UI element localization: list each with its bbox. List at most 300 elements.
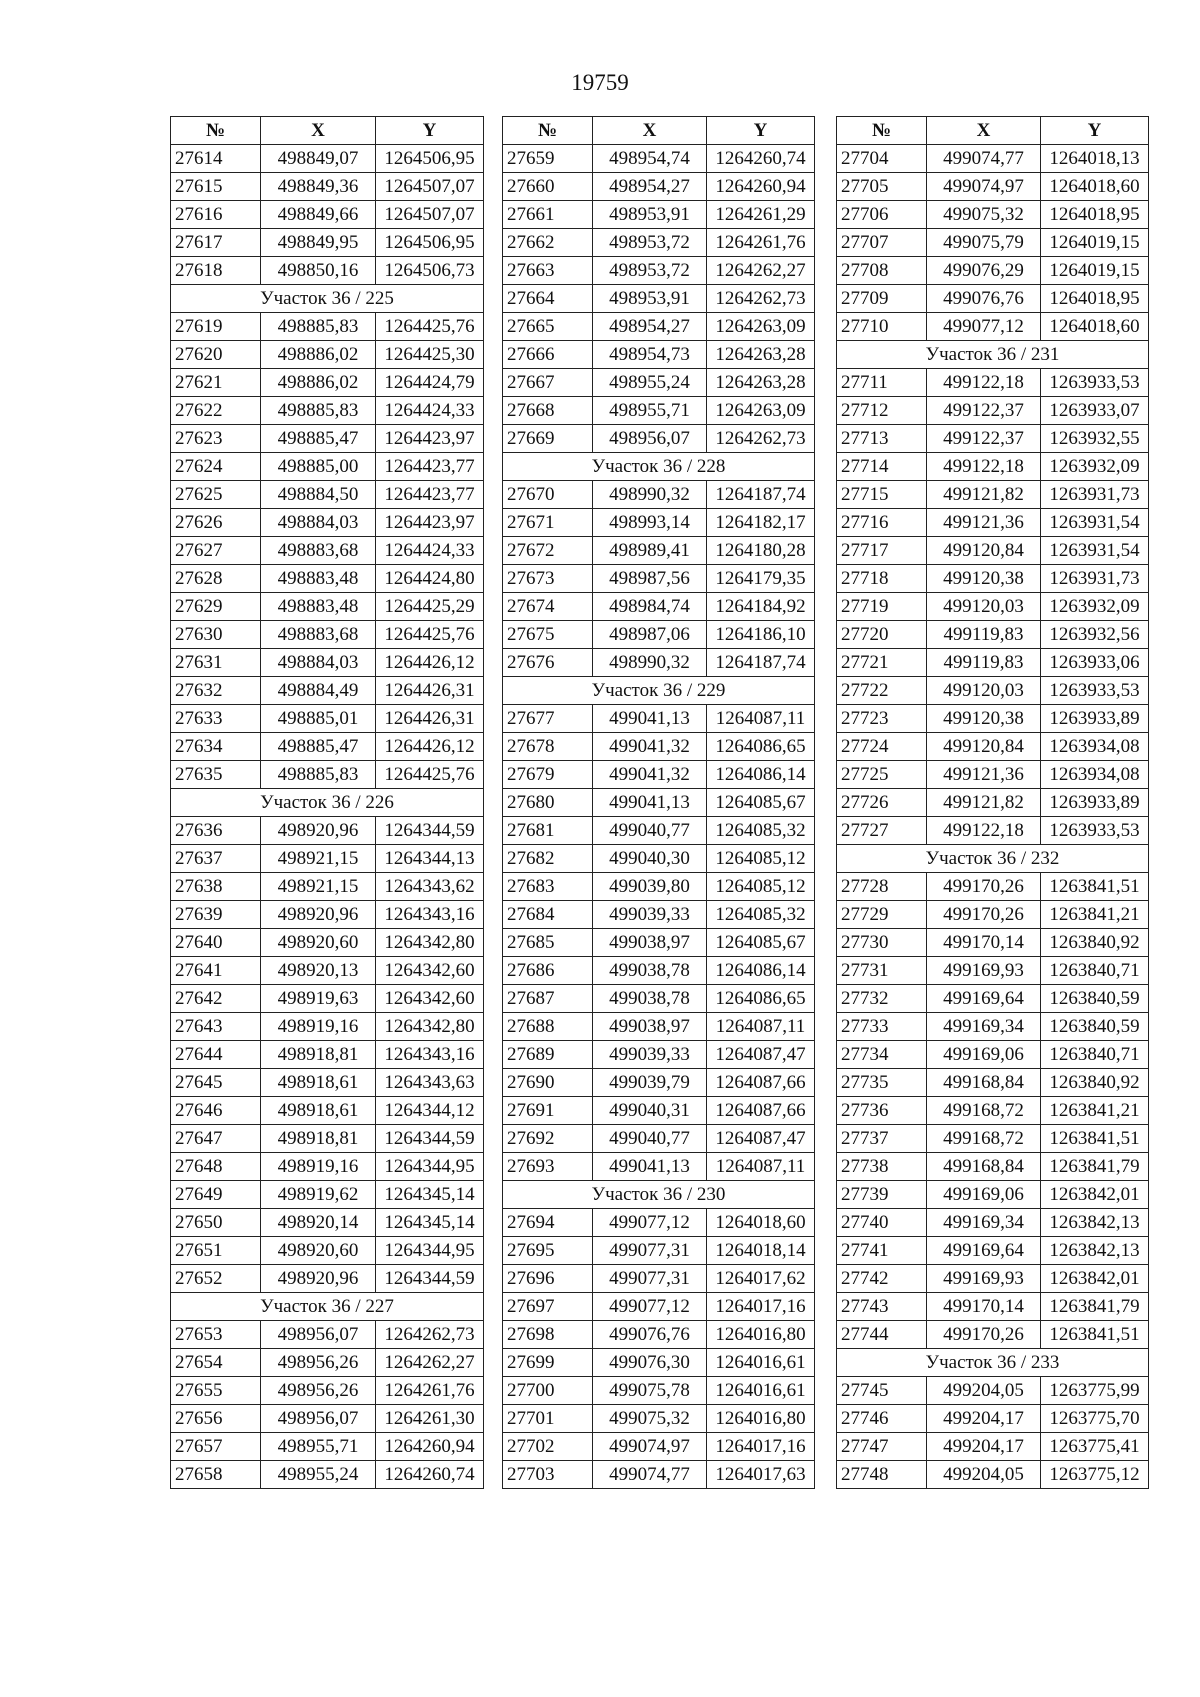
header-x: X [927,117,1041,145]
x-coordinate: 498884,49 [261,677,376,705]
x-coordinate: 499169,06 [927,1041,1041,1069]
table-row [171,1041,484,1069]
point-number: 27624 [171,453,261,481]
x-coordinate: 499077,31 [593,1265,707,1293]
y-coordinate: 1263932,09 [1041,593,1149,621]
y-coordinate: 1264343,16 [376,901,484,929]
table-row [837,901,1149,929]
table-row [503,341,815,369]
table-row [171,1069,484,1097]
y-coordinate: 1263842,13 [1041,1237,1149,1265]
y-coordinate: 1263933,89 [1041,789,1149,817]
y-coordinate: 1263931,54 [1041,537,1149,565]
point-number: 27715 [837,481,927,509]
x-coordinate: 498953,91 [593,285,707,313]
table-row [837,173,1149,201]
table-row [503,1377,815,1405]
y-coordinate: 1264344,59 [376,1125,484,1153]
y-coordinate: 1264424,33 [376,537,484,565]
x-coordinate: 498956,26 [261,1349,376,1377]
point-number: 27649 [171,1181,261,1209]
header-num: № [837,117,927,145]
point-number: 27730 [837,929,927,957]
y-coordinate: 1264086,65 [707,733,815,761]
point-number: 27700 [503,1377,593,1405]
x-coordinate: 499169,93 [927,1265,1041,1293]
table-row [171,257,484,285]
y-coordinate: 1264506,95 [376,145,484,173]
y-coordinate: 1264016,61 [707,1377,815,1405]
header-y: Y [1041,117,1149,145]
x-coordinate: 498919,62 [261,1181,376,1209]
x-coordinate: 498884,03 [261,509,376,537]
y-coordinate: 1264261,29 [707,201,815,229]
y-coordinate: 1264017,16 [707,1433,815,1461]
point-number: 27734 [837,1041,927,1069]
y-coordinate: 1263840,92 [1041,929,1149,957]
table-row [837,425,1149,453]
point-number: 27665 [503,313,593,341]
table-row [171,593,484,621]
y-coordinate: 1264087,47 [707,1041,815,1069]
y-coordinate: 1264260,74 [376,1461,484,1489]
y-coordinate: 1264344,95 [376,1237,484,1265]
table-row [503,929,815,957]
x-coordinate: 498883,68 [261,621,376,649]
table-row [503,1461,815,1489]
point-number: 27723 [837,705,927,733]
x-coordinate: 498953,72 [593,257,707,285]
table-row [503,313,815,341]
x-coordinate: 498954,27 [593,173,707,201]
point-number: 27721 [837,649,927,677]
table-row [837,789,1149,817]
y-coordinate: 1264345,14 [376,1181,484,1209]
x-coordinate: 498849,36 [261,173,376,201]
x-coordinate: 498885,47 [261,733,376,761]
point-number: 27669 [503,425,593,453]
y-coordinate: 1264261,30 [376,1405,484,1433]
table-row [837,1125,1149,1153]
point-number: 27621 [171,369,261,397]
x-coordinate: 499119,83 [927,649,1041,677]
x-coordinate: 499120,84 [927,537,1041,565]
x-coordinate: 499074,77 [593,1461,707,1489]
table-row [837,1041,1149,1069]
table-row [837,145,1149,173]
section-title: Участок 36 / 232 [837,845,1149,873]
x-coordinate: 499204,17 [927,1405,1041,1433]
y-coordinate: 1263841,79 [1041,1293,1149,1321]
table-row [503,733,815,761]
point-number: 27711 [837,369,927,397]
table-row [837,509,1149,537]
y-coordinate: 1264425,76 [376,761,484,789]
table-row [503,1041,815,1069]
table-row [171,873,484,901]
y-coordinate: 1264342,60 [376,957,484,985]
table-row [837,957,1149,985]
y-coordinate: 1264263,09 [707,397,815,425]
point-number: 27736 [837,1097,927,1125]
x-coordinate: 498920,60 [261,929,376,957]
table-row [171,565,484,593]
table-row [171,1405,484,1433]
x-coordinate: 499041,13 [593,1153,707,1181]
x-coordinate: 499039,80 [593,873,707,901]
y-coordinate: 1263932,09 [1041,453,1149,481]
point-number: 27726 [837,789,927,817]
header-y: Y [376,117,484,145]
x-coordinate: 499077,12 [593,1209,707,1237]
x-coordinate: 499122,18 [927,817,1041,845]
point-number: 27719 [837,593,927,621]
table-row [837,649,1149,677]
table-row [171,1125,484,1153]
y-coordinate: 1264086,14 [707,761,815,789]
x-coordinate: 498954,27 [593,313,707,341]
point-number: 27617 [171,229,261,257]
x-coordinate: 498921,15 [261,873,376,901]
y-coordinate: 1264016,80 [707,1405,815,1433]
x-coordinate: 499076,76 [593,1321,707,1349]
table-row [171,397,484,425]
table-row [171,1433,484,1461]
table-row [503,1237,815,1265]
point-number: 27663 [503,257,593,285]
y-coordinate: 1264018,14 [707,1237,815,1265]
y-coordinate: 1263934,08 [1041,761,1149,789]
table-row [837,313,1149,341]
y-coordinate: 1264085,67 [707,789,815,817]
point-number: 27677 [503,705,593,733]
section-row [503,677,815,705]
y-coordinate: 1264425,29 [376,593,484,621]
x-coordinate: 498849,66 [261,201,376,229]
y-coordinate: 1264344,12 [376,1097,484,1125]
point-number: 27660 [503,173,593,201]
x-coordinate: 499170,26 [927,901,1041,929]
point-number: 27643 [171,1013,261,1041]
table-row [171,957,484,985]
point-number: 27655 [171,1377,261,1405]
point-number: 27692 [503,1125,593,1153]
y-coordinate: 1264179,35 [707,565,815,593]
y-coordinate: 1264345,14 [376,1209,484,1237]
table-row [171,1265,484,1293]
table-row [503,1153,815,1181]
point-number: 27619 [171,313,261,341]
x-coordinate: 498885,00 [261,453,376,481]
header-x: X [593,117,707,145]
x-coordinate: 499120,84 [927,733,1041,761]
x-coordinate: 498919,63 [261,985,376,1013]
x-coordinate: 498920,13 [261,957,376,985]
point-number: 27681 [503,817,593,845]
table-row [171,901,484,929]
x-coordinate: 498956,07 [261,1321,376,1349]
table-row [171,1321,484,1349]
point-number: 27745 [837,1377,927,1405]
table-row [503,1097,815,1125]
table-row [171,677,484,705]
point-number: 27739 [837,1181,927,1209]
section-row [171,789,484,817]
point-number: 27720 [837,621,927,649]
table-row [503,957,815,985]
x-coordinate: 499074,97 [593,1433,707,1461]
section-title: Участок 36 / 231 [837,341,1149,369]
table-row [171,369,484,397]
y-coordinate: 1264425,30 [376,341,484,369]
point-number: 27714 [837,453,927,481]
y-coordinate: 1263842,01 [1041,1181,1149,1209]
point-number: 27674 [503,593,593,621]
section-title: Участок 36 / 226 [171,789,484,817]
y-coordinate: 1264087,66 [707,1097,815,1125]
table-row [171,341,484,369]
x-coordinate: 498987,06 [593,621,707,649]
table-row [503,1433,815,1461]
table-row [171,313,484,341]
table-row [837,873,1149,901]
table-row [171,509,484,537]
point-number: 27742 [837,1265,927,1293]
y-coordinate: 1264187,74 [707,481,815,509]
y-coordinate: 1263932,55 [1041,425,1149,453]
y-coordinate: 1264424,33 [376,397,484,425]
x-coordinate: 498849,07 [261,145,376,173]
table-row [171,845,484,873]
x-coordinate: 499075,32 [593,1405,707,1433]
y-coordinate: 1264343,63 [376,1069,484,1097]
x-coordinate: 498886,02 [261,369,376,397]
y-coordinate: 1264425,76 [376,313,484,341]
coordinates-table-3 [836,116,1149,1489]
table-row [837,593,1149,621]
y-coordinate: 1264261,76 [707,229,815,257]
point-number: 27703 [503,1461,593,1489]
point-number: 27687 [503,985,593,1013]
y-coordinate: 1264018,60 [1041,313,1149,341]
y-coordinate: 1264342,80 [376,1013,484,1041]
table-row [503,565,815,593]
point-number: 27620 [171,341,261,369]
table-row [171,1349,484,1377]
y-coordinate: 1264344,59 [376,817,484,845]
y-coordinate: 1263934,08 [1041,733,1149,761]
point-number: 27679 [503,761,593,789]
table-row [171,649,484,677]
table-row [503,257,815,285]
section-title: Участок 36 / 229 [503,677,815,705]
table-header-row [171,117,484,145]
section-title: Участок 36 / 227 [171,1293,484,1321]
point-number: 27710 [837,313,927,341]
x-coordinate: 498984,74 [593,593,707,621]
table-row [503,705,815,733]
x-coordinate: 499170,26 [927,1321,1041,1349]
point-number: 27626 [171,509,261,537]
y-coordinate: 1263932,56 [1041,621,1149,649]
y-coordinate: 1264423,97 [376,425,484,453]
point-number: 27668 [503,397,593,425]
x-coordinate: 498920,96 [261,901,376,929]
x-coordinate: 499038,97 [593,929,707,957]
point-number: 27737 [837,1125,927,1153]
table-row [837,565,1149,593]
header-num: № [503,117,593,145]
y-coordinate: 1264087,11 [707,1153,815,1181]
point-number: 27743 [837,1293,927,1321]
x-coordinate: 498850,16 [261,257,376,285]
table-row [171,929,484,957]
x-coordinate: 499075,78 [593,1377,707,1405]
y-coordinate: 1264186,10 [707,621,815,649]
x-coordinate: 499169,64 [927,985,1041,1013]
x-coordinate: 499040,77 [593,817,707,845]
y-coordinate: 1264016,80 [707,1321,815,1349]
table-row [837,761,1149,789]
y-coordinate: 1263840,92 [1041,1069,1149,1097]
x-coordinate: 499121,82 [927,481,1041,509]
x-coordinate: 499168,72 [927,1097,1041,1125]
y-coordinate: 1263841,21 [1041,1097,1149,1125]
table-row [837,677,1149,705]
y-coordinate: 1264426,12 [376,733,484,761]
table-row [503,1293,815,1321]
x-coordinate: 498885,83 [261,397,376,425]
y-coordinate: 1264085,12 [707,845,815,873]
point-number: 27744 [837,1321,927,1349]
x-coordinate: 498956,26 [261,1377,376,1405]
x-coordinate: 498921,15 [261,845,376,873]
y-coordinate: 1264085,32 [707,901,815,929]
x-coordinate: 499121,36 [927,761,1041,789]
table-row [503,1013,815,1041]
table-row [837,705,1149,733]
table-row [503,901,815,929]
point-number: 27645 [171,1069,261,1097]
table-row [837,1153,1149,1181]
table-row [503,425,815,453]
y-coordinate: 1264426,31 [376,705,484,733]
point-number: 27632 [171,677,261,705]
x-coordinate: 499074,77 [927,145,1041,173]
point-number: 27697 [503,1293,593,1321]
y-coordinate: 1264018,95 [1041,285,1149,313]
y-coordinate: 1264263,09 [707,313,815,341]
y-coordinate: 1264423,77 [376,453,484,481]
x-coordinate: 499076,30 [593,1349,707,1377]
table-row [503,145,815,173]
y-coordinate: 1263775,41 [1041,1433,1149,1461]
y-coordinate: 1263840,71 [1041,957,1149,985]
y-coordinate: 1264180,28 [707,537,815,565]
table-row [503,1069,815,1097]
table-row [837,621,1149,649]
x-coordinate: 499039,79 [593,1069,707,1097]
x-coordinate: 498918,81 [261,1041,376,1069]
x-coordinate: 499170,26 [927,873,1041,901]
point-number: 27614 [171,145,261,173]
point-number: 27712 [837,397,927,425]
x-coordinate: 499169,34 [927,1209,1041,1237]
y-coordinate: 1264342,80 [376,929,484,957]
table-row [171,621,484,649]
page-number: 19759 [571,70,629,95]
y-coordinate: 1264342,60 [376,985,484,1013]
y-coordinate: 1264018,95 [1041,201,1149,229]
x-coordinate: 499041,13 [593,789,707,817]
point-number: 27731 [837,957,927,985]
y-coordinate: 1264343,16 [376,1041,484,1069]
y-coordinate: 1264187,74 [707,649,815,677]
point-number: 27716 [837,509,927,537]
point-number: 27672 [503,537,593,565]
y-coordinate: 1263841,79 [1041,1153,1149,1181]
table-row [503,201,815,229]
table-row [171,985,484,1013]
point-number: 27735 [837,1069,927,1097]
x-coordinate: 498953,72 [593,229,707,257]
x-coordinate: 499122,18 [927,369,1041,397]
table-row [171,453,484,481]
x-coordinate: 499040,77 [593,1125,707,1153]
y-coordinate: 1263842,01 [1041,1265,1149,1293]
point-number: 27678 [503,733,593,761]
point-number: 27646 [171,1097,261,1125]
y-coordinate: 1263933,06 [1041,649,1149,677]
header-y: Y [707,117,815,145]
x-coordinate: 498920,96 [261,1265,376,1293]
y-coordinate: 1263931,73 [1041,481,1149,509]
point-number: 27676 [503,649,593,677]
y-coordinate: 1264507,07 [376,201,484,229]
table-row [837,817,1149,845]
table-row [503,873,815,901]
table-row [837,929,1149,957]
table-row [837,481,1149,509]
y-coordinate: 1264018,60 [1041,173,1149,201]
point-number: 27685 [503,929,593,957]
y-coordinate: 1264424,79 [376,369,484,397]
y-coordinate: 1264423,97 [376,509,484,537]
point-number: 27704 [837,145,927,173]
point-number: 27740 [837,1209,927,1237]
x-coordinate: 499038,78 [593,957,707,985]
x-coordinate: 499120,38 [927,705,1041,733]
table-row [837,229,1149,257]
table-row [837,453,1149,481]
point-number: 27741 [837,1237,927,1265]
y-coordinate: 1264018,13 [1041,145,1149,173]
table-row [171,173,484,201]
table-row [171,1153,484,1181]
point-number: 27651 [171,1237,261,1265]
y-coordinate: 1264087,66 [707,1069,815,1097]
table-row [503,985,815,1013]
y-coordinate: 1264507,07 [376,173,484,201]
x-coordinate: 498884,50 [261,481,376,509]
table-row [503,229,815,257]
x-coordinate: 499077,12 [593,1293,707,1321]
y-coordinate: 1264262,73 [707,425,815,453]
table-row [171,1237,484,1265]
x-coordinate: 499038,97 [593,1013,707,1041]
x-coordinate: 498956,07 [261,1405,376,1433]
point-number: 27675 [503,621,593,649]
